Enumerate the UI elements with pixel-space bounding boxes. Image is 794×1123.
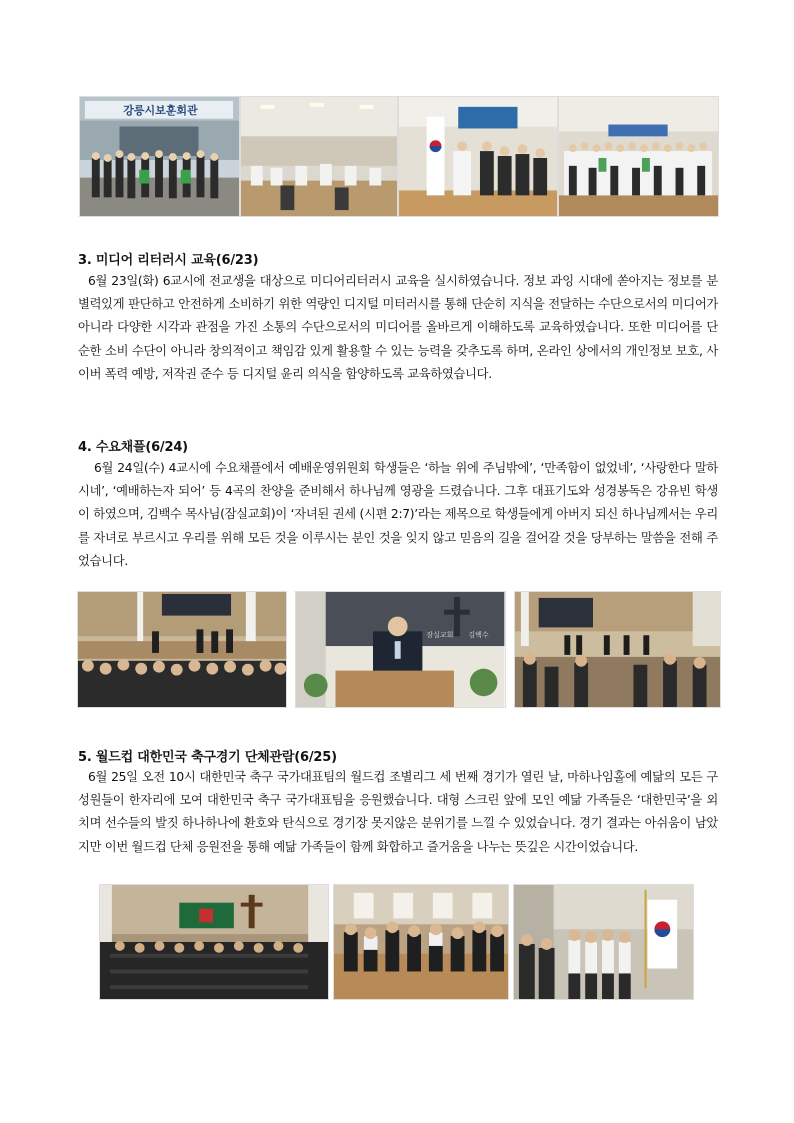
photo-chapel-stage — [77, 591, 287, 708]
screen-pastor-name: 김백수 — [468, 631, 489, 639]
photo-lecture-hall — [240, 96, 398, 217]
photo-cheering-students — [333, 884, 509, 1000]
section-3-body — [78, 270, 718, 386]
section-5-text: 6월 25일 오전 10시 대한민국 축구 국가대표팀의 월드컵 조별리그 세 번째 경기가 열린 날, 마하나임홀에 예닮의 모든 구성원들이 한자리에 모여 대한민국 축구 국가대표팀을 응원했습니다. 대형 스크린 앞에 모인 예닮 가족들은 ‘대한민국’을 외치며 선수들의 발짓 하나하나에 환호와 탄식으로 경기장 못지않은 분위기를 느낄 수 있었습니다. 경기 결과는 아쉬움이 남았지만 이번 월드컵 단체 응원전을 통해 예닮 가족들이 함께 화합하고 즐거움을 나누는 뜻깊은 시간이었습니다. — [78, 770, 718, 854]
top-photo-row — [79, 96, 719, 217]
section-4-body — [78, 457, 718, 573]
photo-big-screen-viewing — [99, 884, 329, 1000]
section-3-text: 6월 23일(화) 6교시에 전교생을 대상으로 미디어리터러시 교육을 실시하였습니다. 정보 과잉 시대에 쏟아지는 정보를 분별력있게 판단하고 안전하게 소비하기 위한 역량인 디지털 미터러시를 통해 단순히 지식을 전달하는 수단으로서의 미디어가 아니라 다양한 시각과 관점을 가진 소통의 수단으로서의 미디어를 올바르게 이해하도록 교육하였습니다. 또한 미디어를 단순한 소비 수단이 아니라 창의적이고 책임감 있게 활용할 수 있는 능력을 갖추도록 하며, 온라인 상에서의 개인정보 보호, 사이버 폭력 예방, 저작권 준수 등 디지털 윤리 의식을 함양하도록 교육하였습니다. — [78, 274, 718, 381]
chapel-photo-row — [77, 591, 721, 708]
section-5-title: 5. 월드컵 대한민국 축구경기 단체관람(6/25) — [78, 750, 337, 765]
screen-church-name: 잠실교회 — [426, 631, 454, 639]
building-sign: 강릉시보훈회관 — [123, 104, 198, 117]
photo-flag-students — [513, 884, 694, 1000]
photo-chapel-praise-team — [514, 591, 721, 708]
section-5-body — [78, 766, 718, 859]
photo-chapel-sermon — [295, 591, 505, 708]
worldcup-photo-row — [99, 884, 694, 1000]
section-4-text: 6월 24일(수) 4교시에 수요채플에서 예배운영위원회 학생들은 ‘하늘 위에 주님밖에’, ‘만족함이 없었네’, ‘사랑한다 말하시네’, ‘예배하는자 되어’ 등 4곡의 찬양을 준비해서 하나님께 영광을 드렸습니다. 그후 대표기도와 성경봉독은 강유빈 학생이 하였으며, 김백수 목사님(잠실교회)이 ‘자녀된 권세 (시편 2:7)’라는 제목으로 학생들에게 아버지 되신 하나님께서는 우리를 자녀로 부르시고 우리를 위해 모든 것을 이루시는 분인 것을 잊지 않고 믿음의 길을 걸어갈 것을 당부하는 말씀을 전해 주었습니다. — [78, 461, 718, 568]
section-3-title: 3. 미디어 리터러시 교육(6/23) — [78, 253, 259, 268]
section-4-title: 4. 수요채플(6/24) — [78, 440, 188, 455]
photo-flag-ceremony — [398, 96, 558, 217]
photo-veterans-hall — [79, 96, 240, 217]
photo-group-indoor — [558, 96, 719, 217]
